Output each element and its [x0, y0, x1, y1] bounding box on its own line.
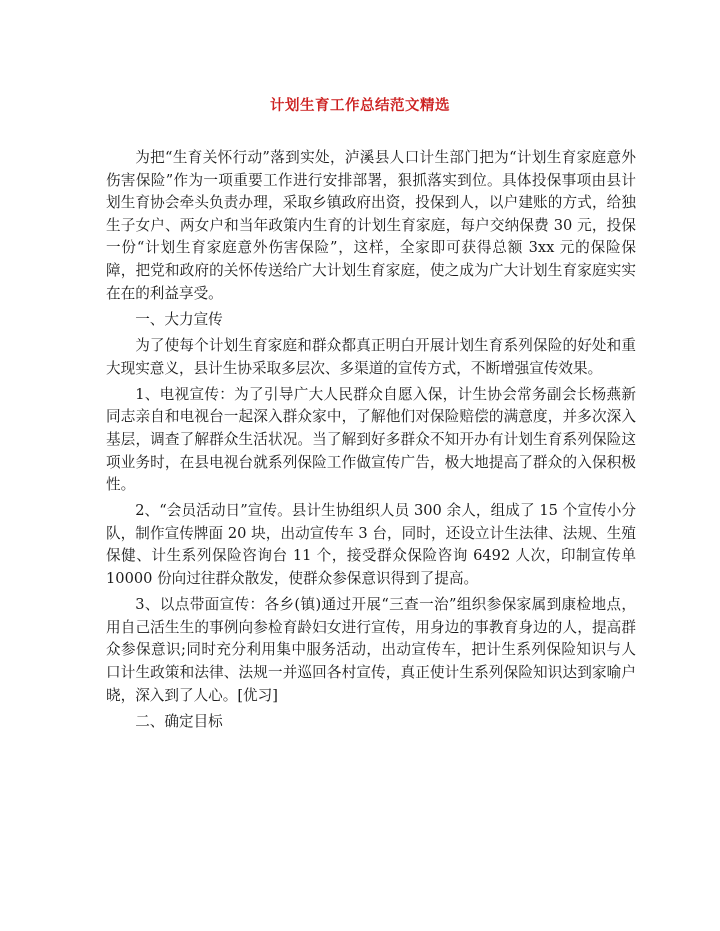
- tv-publicity-paragraph: 1、电视宣传：为了引导广大人民群众自愿入保，计生协会常务副会长杨燕新同志亲自和电视台一起深入群众家中，了解他们对保险赔偿的满意度，并多次深入基层，调查了解群众生活状况。当了解到好多群众不知开办有计划生育系列保险这项业务时，在县电视台就系列保险工作做宣传广告，极大地提高了群众的入保积极性。: [106, 385, 636, 494]
- point-to-area-paragraph: 3、以点带面宣传：各乡(镇)通过开展“三查一治”组织参保家属到康检地点，用自己活生生的事例向参检育龄妇女进行宣传，用身边的事教育身边的人，提高群众参保意识;同时充分利用集中服务活动，出动宣传车，把计生系列保险知识与人口计生政策和法律、法规一并巡回各村宣传，真正使计生系列保险知识达到家喻户晓，深入到了人心。[优习]: [106, 596, 636, 704]
- intro-paragraph: 为把“生育关怀行动”落到实处，泸溪县人口计生部门把为“计划生育家庭意外伤害保险”作为一项重要工作进行安排部署，狠抓落实到位。具体投保事项由县计划生育协会牵头负责办理，采取乡镇政府出资，投保到人，以户建账的方式，给独生子女户、两女户和当年政策内生育的计划生育家庭，每户交纳保费 30 元，投保一份“计划生育家庭意外伤害保险”，这样，全家即可获得总额 3xx 元的保险保障，把党和政府的关怀传送给广大计划生育家庭，使之成为广大计划生育家庭实实在在的利益享受。: [106, 149, 636, 302]
- member-day-paragraph: 2、“会员活动日”宣传。县计生协组织人员 300 余人，组成了 15 个宣传小分队，制作宣传牌面 20 块，出动宣传车 3 台，同时，还设立计生法律、法规、生殖保健、计生系列保险咨询台 11 个，接受群众保险咨询 6492 人次，印制宣传单 10000 份向过往群众散发，使群众参保意识得到了提高。: [106, 502, 636, 588]
- document-body: [106, 147, 636, 737]
- section-heading-goals: 二、确定目标: [135, 712, 223, 730]
- publicity-paragraph: 为了使每个计划生育家庭和群众都真正明白开展计划生育系列保险的好处和重大现实意义，县计生协采取多层次、多渠道的宣传方式，不断增强宣传效果。: [106, 336, 636, 377]
- section-heading-publicity: 一、大力宣传: [135, 310, 223, 328]
- document-title: 计划生育工作总结范文精选: [270, 97, 450, 114]
